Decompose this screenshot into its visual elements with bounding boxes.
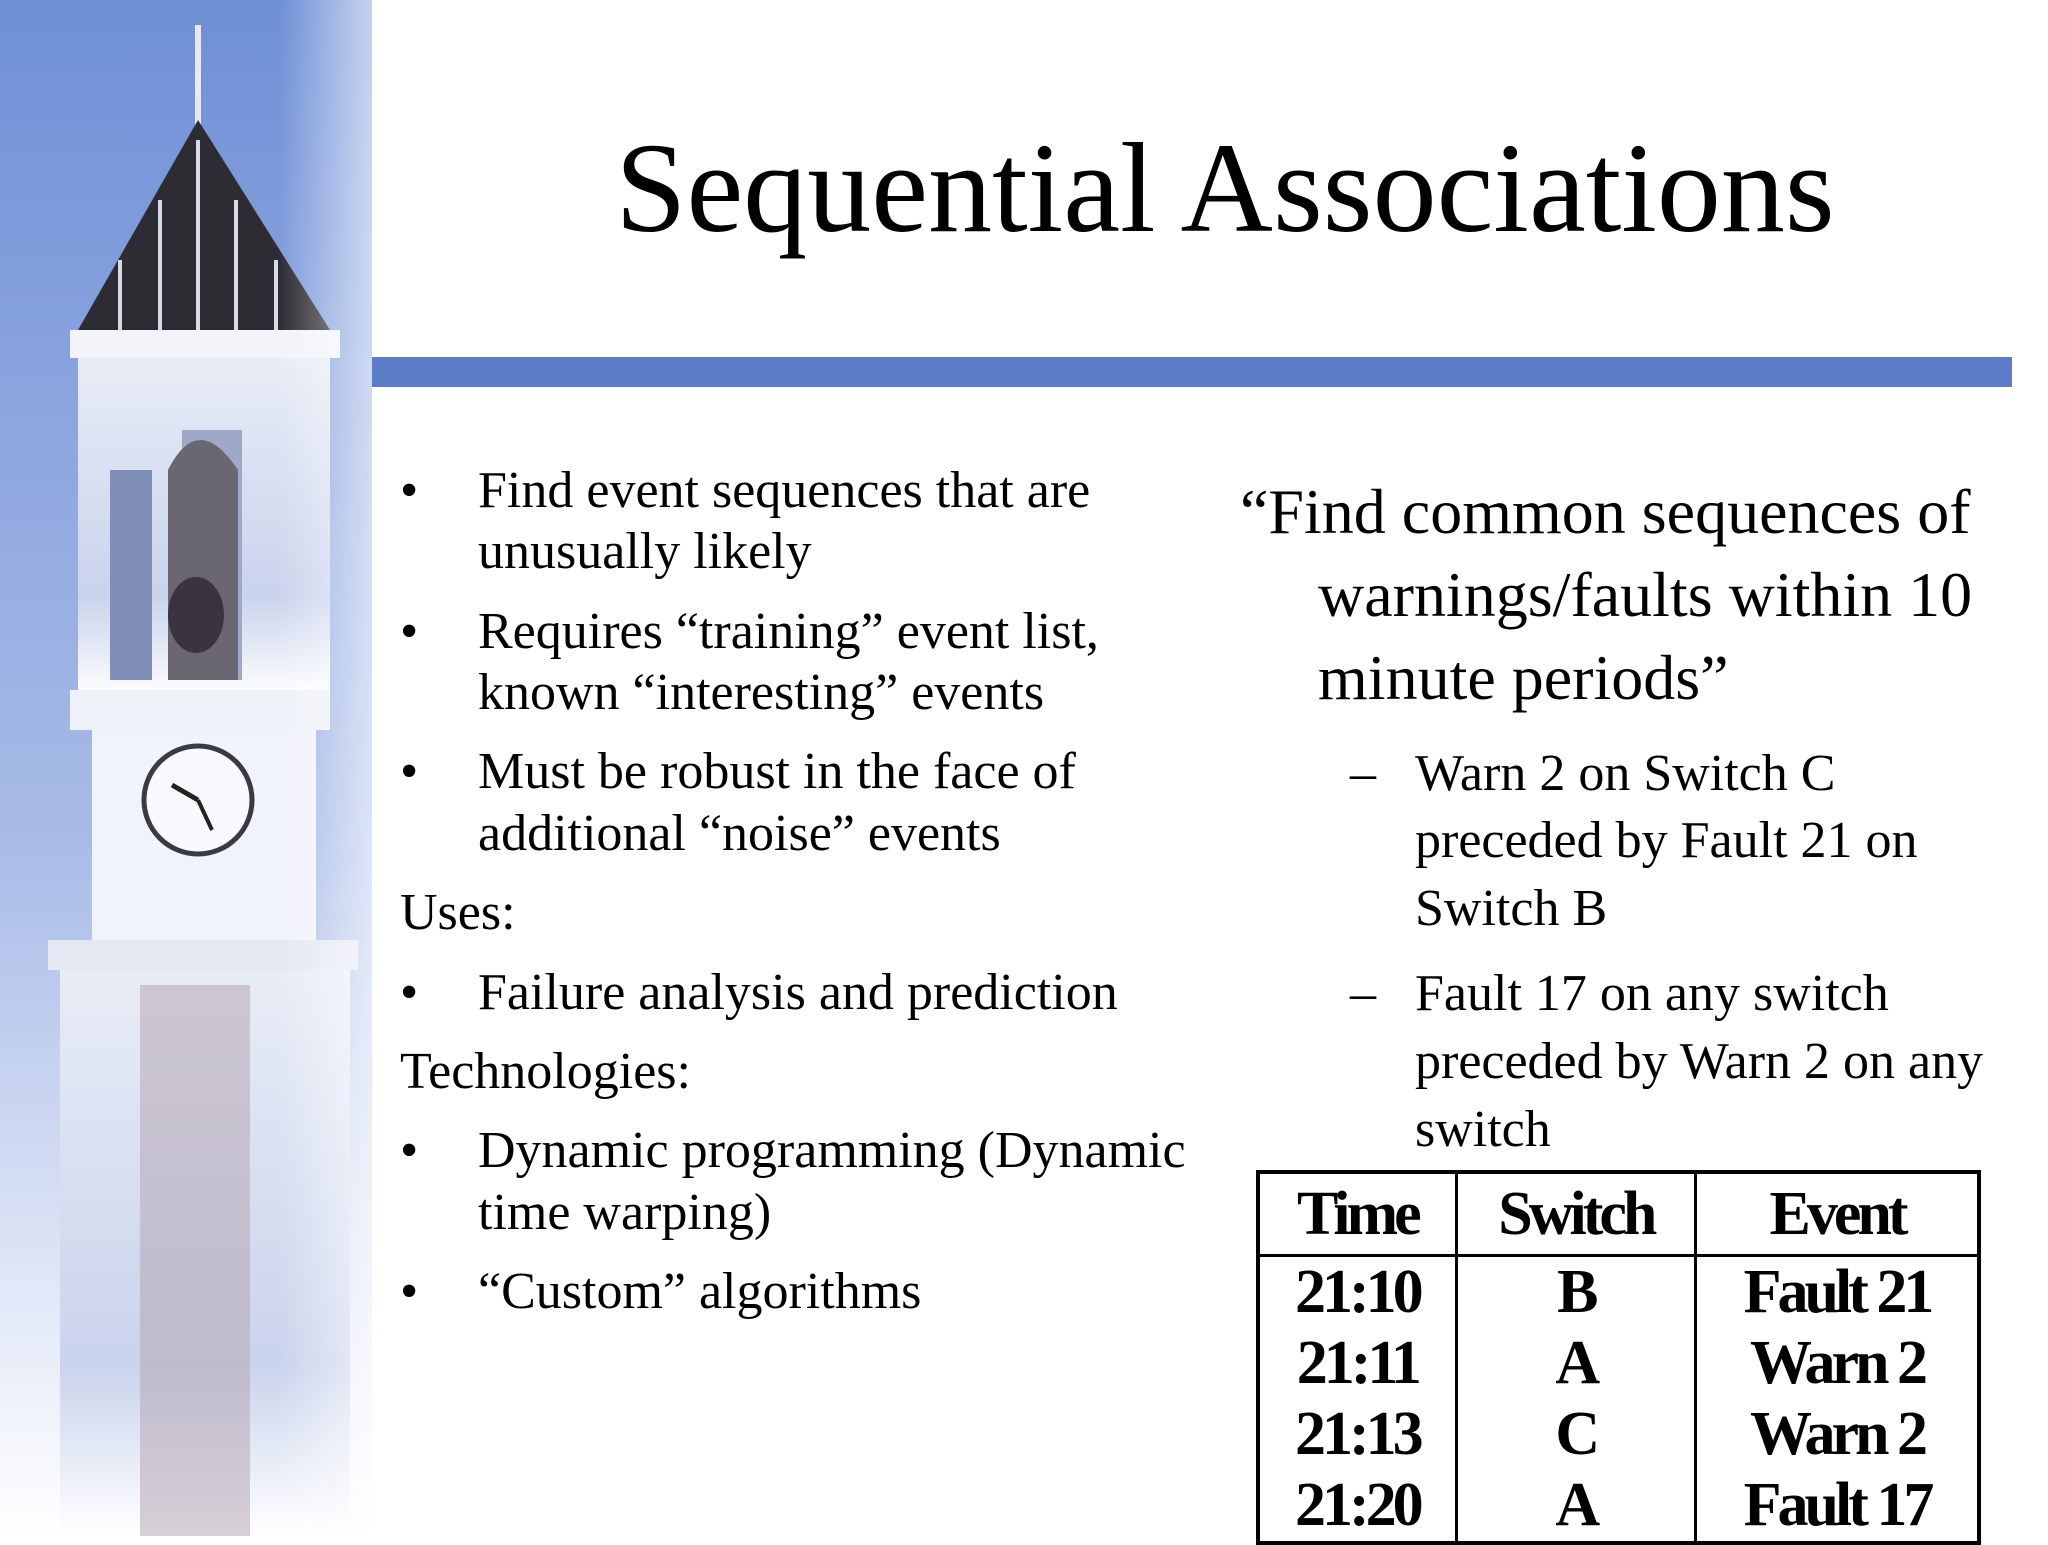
- bullet-mark: •: [400, 743, 419, 801]
- column-header-switch: Switch: [1456, 1172, 1695, 1256]
- dash-mark: –: [1350, 744, 1376, 802]
- bullet-text: Must be robust in the face of additional “noise” events: [478, 743, 1076, 862]
- cell-event: Fault 21: [1696, 1256, 1980, 1329]
- quote-text: “Find common sequences of warnings/faults within 10 minute periods”: [1240, 476, 1973, 714]
- cell-switch: A: [1456, 1470, 1695, 1543]
- cell-switch: A: [1456, 1328, 1695, 1399]
- column-header-time: Time: [1258, 1172, 1456, 1256]
- cell-event: Fault 17: [1696, 1470, 1980, 1543]
- left-column: [400, 460, 1200, 1340]
- bullet-mark: •: [400, 602, 419, 660]
- bullet-text: Failure analysis and prediction: [478, 963, 1118, 1021]
- bullet-text: Requires “training” event list, known “interesting” events: [478, 602, 1099, 722]
- cell-event: Warn 2: [1696, 1328, 1980, 1399]
- bullet-item: [400, 601, 1200, 724]
- cell-time: 21:11: [1258, 1328, 1456, 1399]
- table-header-row: [1258, 1172, 1979, 1256]
- bullet-text: Find event sequences that are unusually likely: [478, 462, 1091, 581]
- bullet-mark: •: [400, 462, 419, 519]
- bullet-item: [400, 741, 1200, 864]
- uses-heading: Uses:: [400, 884, 516, 942]
- table-row: [1258, 1399, 1979, 1470]
- bullet-mark: •: [400, 1262, 419, 1320]
- table-row: [1258, 1256, 1979, 1329]
- technologies-heading: Technologies:: [400, 1042, 691, 1100]
- table-row: [1258, 1470, 1979, 1543]
- cell-switch: B: [1456, 1256, 1695, 1329]
- table-row: [1258, 1328, 1979, 1399]
- event-table: [1256, 1170, 1981, 1545]
- dash-mark: –: [1350, 965, 1376, 1023]
- cell-time: 21:20: [1258, 1470, 1456, 1543]
- sub-item-text: Fault 17 on any switch preceded by Warn 2 on any switch: [1415, 965, 1984, 1158]
- bullet-text: “Custom” algorithms: [478, 1262, 922, 1320]
- sub-item: [1240, 960, 2020, 1163]
- bullet-text: Dynamic programming (Dynamic time warping): [478, 1122, 1186, 1241]
- column-header-event: Event: [1696, 1172, 1980, 1256]
- bullet-item: [400, 1261, 1200, 1322]
- sub-item: [1240, 740, 2020, 943]
- cell-time: 21:10: [1258, 1256, 1456, 1329]
- bullet-mark: •: [400, 1122, 419, 1180]
- clock-tower-image: [0, 0, 372, 1536]
- title-accent-bar: [372, 357, 2012, 387]
- bullet-item: [400, 962, 1200, 1023]
- bullet-mark: •: [400, 963, 419, 1021]
- bullet-item: [400, 460, 1200, 583]
- cell-switch: C: [1456, 1399, 1695, 1470]
- cell-event: Warn 2: [1696, 1399, 1980, 1470]
- right-column: [1240, 470, 2020, 1181]
- sub-item-text: Warn 2 on Switch C preceded by Fault 21 on Switch B: [1415, 744, 1918, 937]
- bullet-item: [400, 1120, 1200, 1243]
- cell-time: 21:13: [1258, 1399, 1456, 1470]
- slide-title: Sequential Associations: [615, 117, 1835, 259]
